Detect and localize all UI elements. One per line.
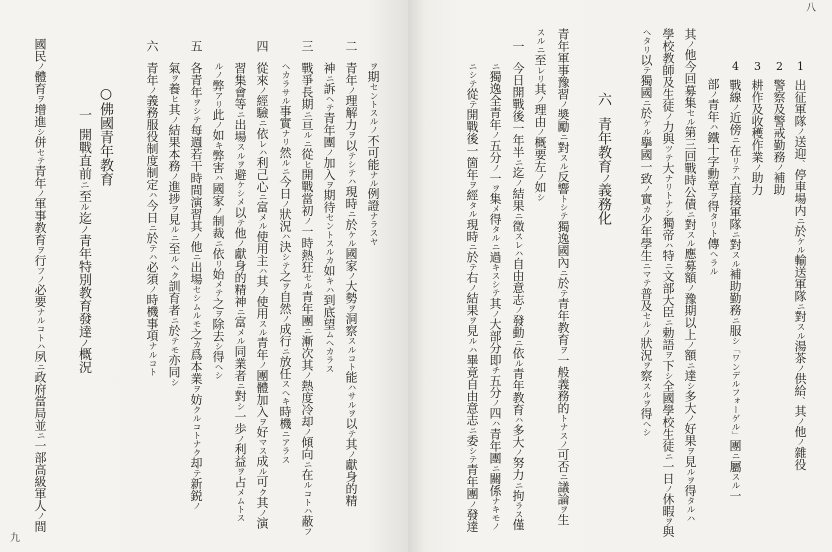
reason-2-line-2 [322,62,336,373]
intro-text: 青年軍事豫習ノ奬勵ニ對スル反響トシテ獨逸國內ニ於テ青年教育ヲ一般義務的トナスノ可否ニ議論ヲ生 [556,28,570,526]
reason-4-line-3 [211,62,225,380]
reason-number: 四 [255,40,269,52]
reason-1-line-2 [488,62,502,531]
section-number: 六 [596,92,612,106]
section-heading-france [97,86,115,186]
reason-text: 今日開戰後一年半ニ迄ノ結果ニ徵スレハ自由意志ノ發動ニ依ル青年教育ハ多大ノ努力ニ拘ラス僅 [511,62,525,531]
reason-number: 一 [511,40,525,52]
list-item-4-continued [706,78,720,275]
reason-number: 三 [300,40,314,52]
subsection-title: 開戰直前ニ至ル迄ノ青年特別教育發達ノ概況 [76,128,91,374]
section-title: ○佛國青年教育 [98,86,114,186]
reason-text: 青年ノ理解力ヲ以テシテハ現時ニ於ケル國家ノ大勢ヲ洞察スルコト能ハサルヲ以テ其ノ獻身的精 [344,62,358,507]
reason-5-line-2 [167,62,181,386]
item-text: 戰線ノ近傍ニ在リテハ直接軍隊ニ對スル補助勤務ニ服シ「ワンデルフォーゲル」團ニ屬スル一 [728,79,742,502]
reason-2 [344,40,358,507]
reason-text: ルノ弊アリ此ノ如キ弊害ハ國家ノ制裁ニ依リ始メテ之ヲ除去シ得ヘシ [211,62,225,380]
reason-1-line-3 [465,62,479,532]
section-heading [595,92,613,225]
reason-3-line-2 [278,62,292,464]
page-number-right: 八 [806,3,816,14]
reason-text: 戰爭長期ニ亘ルニ從ヒ開戰當初ノ一時熱狂セル青年團ニ漸次其ノ熱度冷却ノ傾向ニ在ルコトハ蔽フ [300,62,314,536]
list-item-1 [793,60,807,470]
item-text: 出征軍隊ノ送迎、停車場内ニ於ケル輸送軍隊ニ對スル湯茶ノ供給、其ノ他ノ雜役 [793,79,807,471]
reason-text: 青年ノ義務服役制度制定ハ今日ニ於テハ必須ノ時機事項ナルコト [145,62,159,377]
reason-number: 六 [145,40,159,52]
item-number: 4 [729,60,742,73]
paragraph-line [661,28,675,538]
subsection-heading [75,108,91,374]
reason-number: 五 [189,40,203,52]
reason-5 [189,40,203,510]
paragraph-line [639,28,653,437]
section-title: 青年教育ノ義務化 [596,117,612,225]
item-text: 部ノ青年ハ鐵十字勳章ヲ得タリト傳ヘラル [706,78,720,276]
list-item-3 [750,60,764,196]
paragraph-line [33,38,47,532]
reason-text: ヲ期セントスルノ不可能ナル例證ナラスヤ [366,62,380,246]
reason-1 [511,40,525,531]
reason-text: ヘカラサル事實ナリ然ルニ今日ノ狀況ハ決シテ之ヲ自然ノ成行ニ放任スヘキ時機ニアラス [278,62,292,464]
reason-4-line-2 [233,62,247,522]
reason-text: 氣ヲ養ヒ其ノ結果本務ノ進捗ヲ見ルニ至ルヘク訓育者ニ於テモ亦同シ [167,62,181,387]
reason-1-continued [366,62,380,246]
reason-number: 二 [344,40,358,52]
reason-6 [145,40,159,376]
reason-4 [255,40,269,529]
item-number: 2 [773,60,786,73]
reason-text: ニ獨逸全青年ノ五分ノ一ヲ集メ得タルニ過キスシテ其ノ大部分即チ五分ノ四ハ青年團ニ關係ナキモノ [488,62,502,531]
list-item-4 [728,60,742,501]
intro-line [533,28,547,201]
paragraph-text: 其ノ他今回募集セル第三回戰時公債ニ對スル應募額ノ豫期以上ノ額ニ達シ多大ノ好果ヲ見ルヲ得タルハ [683,28,697,523]
item-text: 警察及警戒勤務ノ補助 [772,79,786,196]
page-number-left: 九 [10,533,20,544]
reason-text: 各青年ヲシテ每週若干時間演習其ノ他ニ出場セシムルモ之カ爲本業ヲ妨クルコトナク却テ新鋭ノ [189,62,203,511]
paragraph-text: 學校教師及生徒ノ力與ツテ大ナリトナシ獨帝ハ特ニ文部大臣ニ勅語ヲ下シ全國學校生徒ニ一日ノ休暇ヲ與 [661,28,675,538]
reason-text: 神ニ訴ヘテ青年團ノ加入ヲ期待セントスルカ如キハ到底望ムヘカラス [322,62,336,373]
reason-text: 習集會等ニ出場スルヲ避ケシメ以テ他ノ獻身的精神ニ富メル同業者ニ對シ一歩ノ利益ヲ占メムトス [233,62,247,523]
paragraph-text: ヘタリ以テ獨國ニ於ケル擧國一致ノ實カ少年學生ニマテ普及セルノ狀況ヲ察スルヲ得ヘシ [639,28,653,437]
list-item-2 [772,60,786,196]
item-number: 3 [751,60,764,73]
intro-text: スルニ至レリ其ノ理由ノ概要左ノ如シ [533,28,547,202]
item-text: 耕作及收穫作業ノ助力 [750,79,764,196]
paragraph-line [683,28,697,522]
intro-line [556,28,570,526]
reason-text: ニシテ從テ開戰後一箇年ヲ經タル現時ニ於テ右ノ結果ヲ見ルハ畢竟自由意志ニ委シテ青年團ノ發達 [465,62,479,533]
reason-text: 從來ノ經驗ニ依レハ利己心ニ富メル使用主ハ其ノ使用スル青年ノ團體加入ヲ好マス成ル可ク其ノ演 [255,62,269,529]
subsection-number: 一 [76,108,91,121]
item-number: 1 [794,60,807,73]
paragraph-text: 國民ノ體育ヲ增進シ併セテ青年ノ軍事教育ヲ行フノ必要ナルコトハ夙ニ政府當局並ニ一部高級軍人ノ間 [33,38,47,533]
reason-3 [300,40,314,536]
